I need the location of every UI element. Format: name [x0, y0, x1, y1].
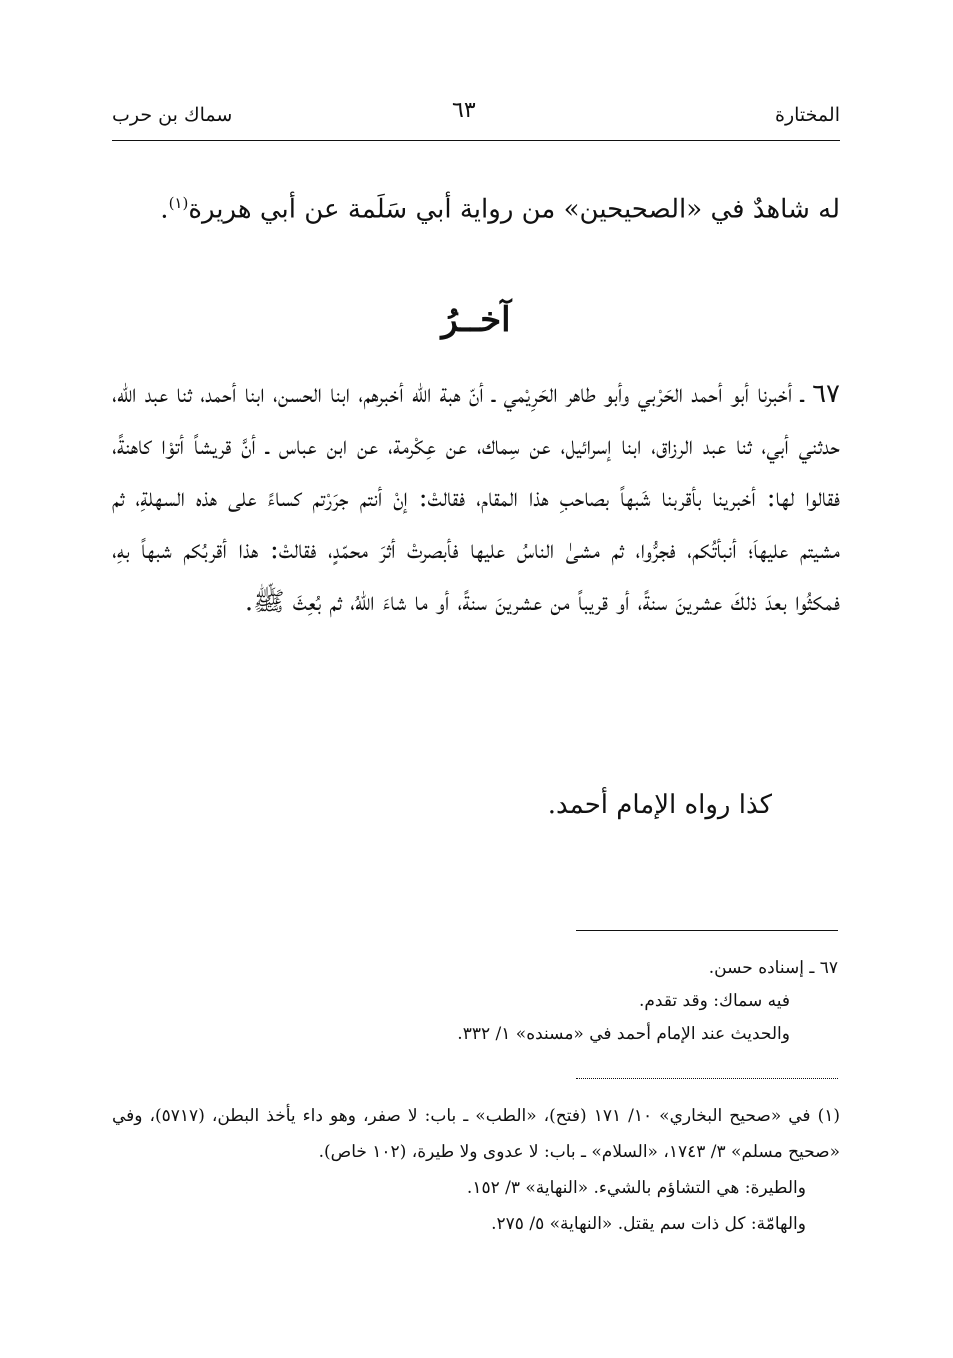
footnotes [112, 1098, 840, 1242]
intro-end: . [160, 194, 169, 225]
section-title: آخــرُ [441, 300, 511, 340]
note-line: ٦٧ ـ إسناده حسن. [708, 958, 838, 978]
page-number: ٦٣ [452, 98, 476, 123]
editor-notes [360, 952, 838, 1051]
footnote-line: والهامّة: كل ذات سم يقتل. «النهاية» ٥/ ٢٧٥. [491, 1214, 806, 1234]
note-line: والحديث عند الإمام أحمد في «مسنده» ١/ ٣٣٢. [457, 1024, 790, 1044]
note-line: فيه سماك: وقد تقدم. [638, 991, 790, 1011]
header-divider [112, 140, 840, 141]
footnote-marker: (١) [168, 194, 189, 212]
section-name: سماك بن حرب [112, 104, 233, 126]
footnote-line: والطيرة: هي التشاؤم بالشيء. «النهاية» ٣/ ١٥٢. [466, 1178, 806, 1198]
footnote-1: (١) في «صحيح البخاري» ١٠/ ١٧١ (فتح)، «الطب» ـ باب: لا صفر، وهو داء يأخذ البطن، (٥٧١٧)، وفي «صحيح مسلم» ٣/ ١٧٤٣، «السلام» ـ باب: لا عدوى ولا طيرة، (١٠٢ خاص). [112, 1106, 840, 1162]
narration-note: كذا رواه الإمام أحمد. [547, 790, 772, 820]
hadith-paragraph: ٦٧ ـ أخبرنا أبو أحمد الحَرْبي وأبو طاهر الحَرِيْمي ـ أنّ هبة الله أخبرهم، ابنا الحسن، ابنا أحمد، ثنا عبد الله، حدثني أبي، ثنا عبد الرزاق، ابنا إسرائيل، عن سِماك، عن عِكْرمة، عن ابن عباس ـ أنَّ قريشاً أتوْا كاهنةً، فقالوا لها: أخبرينا بأقربنا شَبهاً بصاحبِ هذا المقام، فقالتْ: إنْ أنتم جرَرْتم كساءً على هذه السهلةِ، ثم مشيتم عليهاَ؛ أنبأتُكم، فجرُّوا، ثم مشىٰ الناسُ عليها فأبصرتْ أثرَ محمّدٍ، فقالتْ: هذا أقربُكم شبهاً بهِ، فمكثُوا بعدَ ذلكَ عشرينَ سنةً، أو قريباً من عشرينَ سنةً، أو ما شاءَ اللّهُ، ثم بُعِثَ ﷺ. [112, 379, 840, 617]
footnotes-divider [576, 1078, 838, 1079]
intro-text: له شاهدٌ في «الصحيحين» من رواية أبي سَلَمة عن أبي هريرة [188, 194, 840, 225]
running-header [112, 98, 840, 138]
intro-paragraph [112, 175, 840, 238]
book-title: المختارة [775, 104, 840, 126]
notes-divider [576, 930, 838, 931]
